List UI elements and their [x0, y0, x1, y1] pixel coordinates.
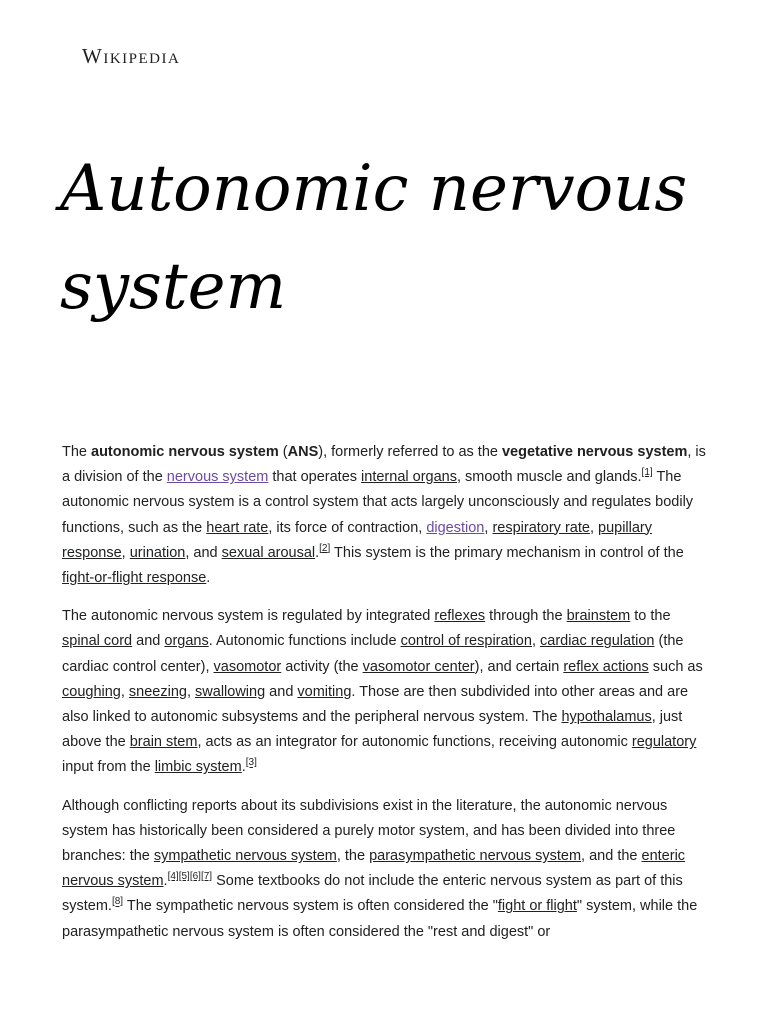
bold-term: ANS: [287, 444, 319, 460]
link-fight-or-flight[interactable]: fight or flight: [497, 898, 577, 915]
text: such as: [648, 658, 703, 675]
text: through the: [485, 608, 567, 625]
citation-link[interactable]: [2]: [319, 542, 331, 554]
link-vomiting[interactable]: vomiting: [297, 683, 352, 700]
link-sexual-arousal[interactable]: sexual arousal: [221, 544, 316, 561]
text: (: [278, 444, 288, 460]
link-reflex-actions[interactable]: reflex actions: [563, 658, 649, 675]
text: ,: [186, 683, 196, 700]
link-swallowing[interactable]: swallowing: [195, 683, 266, 700]
citation-link[interactable]: [6]: [189, 871, 201, 883]
link-organs[interactable]: organs: [164, 633, 209, 650]
text: The: [62, 444, 92, 460]
text: (the cardiac control center),: [62, 633, 684, 675]
text: , is a division of the: [62, 444, 706, 486]
link-vasomotor[interactable]: vasomotor: [213, 658, 282, 675]
link-enteric-nervous-system[interactable]: enteric nervous system: [62, 848, 686, 890]
text: Some textbooks do not include the enteric nervous system as part of this system.: [62, 873, 683, 915]
link-parasympathetic-nervous-system[interactable]: parasympathetic nervous system: [369, 848, 582, 865]
text: .: [206, 570, 211, 587]
text: ,: [120, 683, 129, 700]
link-urination[interactable]: urination: [129, 544, 186, 561]
link-brain-stem[interactable]: brain stem: [129, 734, 198, 751]
text: The autonomic nervous system is regulated by integrated: [62, 608, 435, 625]
text: , its force of contraction,: [268, 519, 427, 536]
text: .: [315, 544, 320, 561]
link-digestion[interactable]: digestion: [426, 519, 485, 536]
page-title: Autonomic nervous system: [60, 152, 688, 324]
text: activity (the: [281, 658, 363, 675]
link-regulatory[interactable]: regulatory: [631, 734, 697, 751]
text: This system is the primary mechanism in control of the: [330, 544, 684, 561]
text: , acts as an integrator for autonomic functions, receiving autonomic: [197, 734, 632, 751]
link-internal-organs[interactable]: internal organs: [361, 469, 457, 486]
citation-link[interactable]: [8]: [111, 896, 124, 908]
citation-link[interactable]: [4]: [167, 871, 179, 883]
article-body: [62, 440, 708, 958]
text: .: [163, 873, 168, 890]
link-sneezing[interactable]: sneezing: [128, 683, 187, 700]
link-sympathetic-nervous-system[interactable]: sympathetic nervous system: [153, 848, 337, 865]
text: input from the: [62, 759, 155, 776]
paragraph-2: [62, 604, 708, 780]
citation-link[interactable]: [7]: [200, 871, 213, 883]
text: The sympathetic nervous system is often considered the ": [123, 898, 498, 915]
text: ,: [531, 633, 540, 650]
link-heart-rate[interactable]: heart rate: [206, 519, 269, 536]
text: , just above the: [62, 709, 683, 751]
text: and: [265, 683, 298, 700]
link-nervous-system[interactable]: nervous system: [166, 469, 269, 486]
link-spinal-cord[interactable]: spinal cord: [62, 633, 133, 650]
link-respiratory-rate[interactable]: respiratory rate: [492, 519, 590, 536]
text: and: [132, 633, 165, 650]
text: , smooth muscle and glands.: [456, 469, 642, 486]
text: The autonomic nervous system is a control system that acts largely unconsciously and regulates bodily functions, such as the: [62, 469, 694, 536]
link-hypothalamus[interactable]: hypothalamus: [561, 709, 652, 726]
bold-term: autonomic nervous system: [91, 444, 279, 460]
link-vasomotor-center[interactable]: vasomotor center: [362, 658, 475, 675]
text: . Autonomic functions include: [208, 633, 401, 650]
text: ), and certain: [474, 658, 564, 675]
link-limbic-system[interactable]: limbic system: [154, 759, 242, 776]
link-pupillary-response[interactable]: pupillary response: [62, 519, 653, 561]
link-coughing[interactable]: coughing: [62, 683, 121, 700]
citation-link[interactable]: [3]: [245, 757, 257, 769]
link-fight-or-flight-response[interactable]: fight-or-flight response: [62, 570, 207, 587]
text: ,: [589, 519, 599, 536]
link-brainstem[interactable]: brainstem: [566, 608, 631, 625]
text: . Those are then subdivided into other areas and are also linked to autonomic subsystems and the peripheral nervous system. The: [62, 683, 689, 726]
link-reflexes[interactable]: reflexes: [434, 608, 486, 625]
text: " system, while the parasympathetic nervous system is often considered the "rest and digest" or: [62, 898, 698, 940]
bold-term: vegetative nervous system: [501, 444, 688, 460]
text: to the: [630, 608, 671, 625]
citation-link[interactable]: [5]: [178, 871, 190, 883]
paragraph-1: [62, 440, 708, 591]
text: Although conflicting reports about its subdivisions exist in the literature, the autonomic nervous system has historically been considered a purely motor system, and has been divided into three branches: the: [62, 797, 676, 865]
text: ,: [121, 544, 130, 561]
link-control-of-respiration[interactable]: control of respiration: [400, 633, 532, 650]
text: , and the: [581, 848, 642, 865]
wikipedia-wordmark[interactable]: Wikipedia: [82, 44, 181, 68]
text: , and: [185, 544, 222, 561]
text: ), formerly referred to as the: [318, 444, 502, 460]
citation-link[interactable]: [1]: [641, 467, 653, 479]
text: .: [241, 759, 246, 776]
text: , the: [336, 848, 370, 865]
text: that operates: [268, 469, 362, 486]
paragraph-3: [62, 794, 708, 945]
link-cardiac-regulation[interactable]: cardiac regulation: [540, 633, 655, 650]
text: ,: [484, 519, 493, 536]
